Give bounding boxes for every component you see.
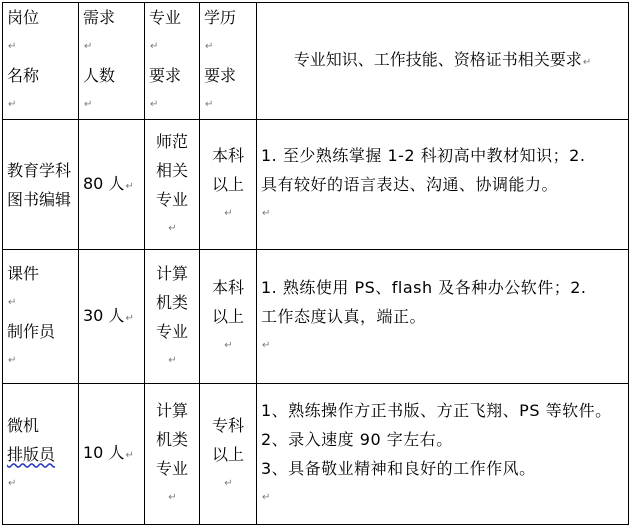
header-education-requirement: 学历 ↵ 要求 ↵ (200, 3, 257, 120)
position-name-cell: 课件 ↵ 制作员 ↵ (3, 250, 79, 384)
requirements-cell: 1. 至少熟练掌握 1-2 科初高中教材知识；2. 具有较好的语言表达、沟通、协调能力。 ↵ (257, 120, 629, 250)
header-major-requirement: 专业 ↵ 要求 ↵ (145, 3, 200, 120)
major-cell: 师范 相关 专业 ↵ (145, 120, 200, 250)
header-skills-requirements: 专业知识、工作技能、资格证书相关要求↵ (257, 3, 629, 120)
requirements-cell: 1. 熟练使用 PS、flash 及各种办公软件；2. 工作态度认真，端正。 ↵ (257, 250, 629, 384)
position-name-cell: 微机 排版员 ↵ (3, 384, 79, 525)
major-cell: 计算 机类 专业 ↵ (145, 250, 200, 384)
job-requirements-table (2, 2, 629, 525)
headcount-cell: 30 人↵ (79, 250, 145, 384)
major-cell: 计算 机类 专业 ↵ (145, 384, 200, 525)
table-row (3, 250, 629, 384)
education-cell: 本科 以上 ↵ (200, 120, 257, 250)
table-header-row (3, 3, 629, 120)
table-row (3, 120, 629, 250)
headcount-cell: 10 人↵ (79, 384, 145, 525)
position-name-cell: 教育学科 图书编辑 (3, 120, 79, 250)
education-cell: 专科 以上 ↵ (200, 384, 257, 525)
education-cell: 本科 以上 ↵ (200, 250, 257, 384)
header-headcount: 需求 ↵ 人数 ↵ (79, 3, 145, 120)
header-position-name: 岗位 ↵ 名称 ↵ (3, 3, 79, 120)
requirements-cell: 1、熟练操作方正书版、方正飞翔、PS 等软件。 2、录入速度 90 字左右。 3、具备敬业精神和良好的工作作风。 ↵ (257, 384, 629, 525)
headcount-cell: 80 人↵ (79, 120, 145, 250)
table-row (3, 384, 629, 525)
